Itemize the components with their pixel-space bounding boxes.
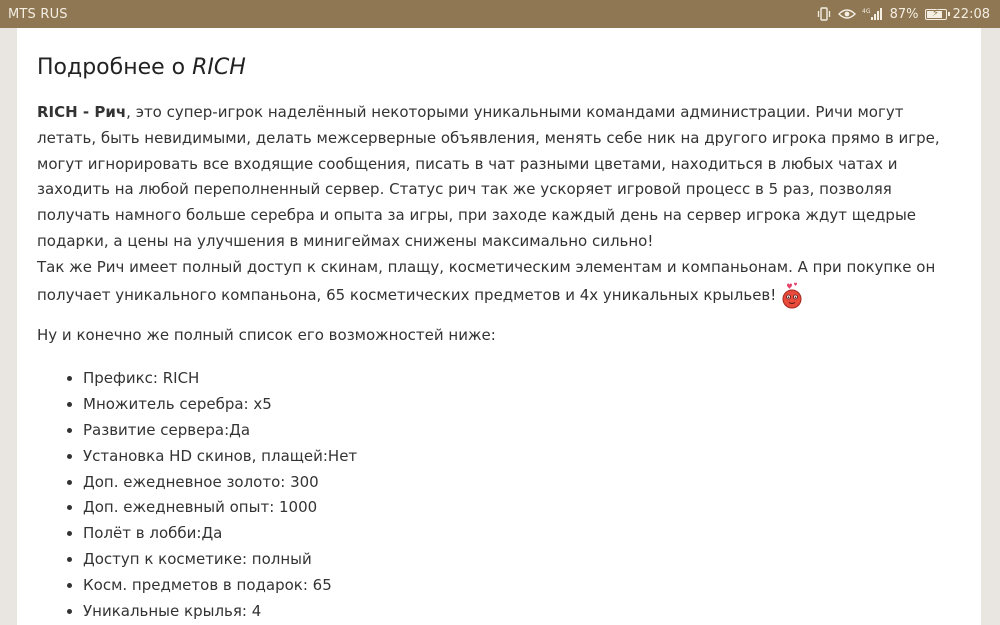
list-item: • Доп. ежедневное золото: 300 (83, 470, 961, 496)
status-bar (0, 0, 1000, 28)
charging-bolt-icon: ⚡ (932, 7, 940, 19)
list-item: • Префикс: RICH (83, 366, 961, 392)
carrier-name: MTS RUS (8, 6, 68, 22)
signal-icon (862, 7, 884, 21)
article-title (37, 52, 961, 84)
second-text: Так же Рич имеет полный доступ к скинам, плащу, косметическим элементам и компаньонам. А при покупке он получает уникального компаньона, 65 косметических предметов и 4х уникальных крыльев! (37, 257, 936, 304)
blushing-emoji-icon (780, 281, 804, 309)
list-item: • Полёт в лобби:Да (83, 521, 961, 547)
features-list (37, 366, 961, 624)
network-type: 4G (861, 8, 871, 15)
status-icons (816, 7, 990, 22)
list-intro: Ну и конечно же полный список его возможностей ниже: (37, 325, 496, 344)
article-card (17, 28, 981, 625)
list-item: • Уникальные крылья: 4 (83, 599, 961, 625)
list-item: • Доп. ежедневный опыт: 1000 (83, 495, 961, 521)
intro-paragraph (37, 100, 961, 309)
list-item: • Развитие сервера:Да (83, 418, 961, 444)
list-item: • Косм. предметов в подарок: 65 (83, 573, 961, 599)
list-item: • Доступ к косметике: полный (83, 547, 961, 573)
list-item: • Множитель серебра: x5 (83, 392, 961, 418)
title-prefix: Подробнее о (37, 55, 193, 80)
eye-icon (838, 8, 856, 20)
battery-percent: 87% (889, 6, 919, 22)
clock: 22:08 (952, 6, 990, 22)
title-brand: RICH (192, 55, 246, 80)
list-item: • Установка HD скинов, плащей:Нет (83, 444, 961, 470)
intro-text: , это супер-игрок наделённый некоторыми уникальными командами администрации. Ричи могут летать, быть невидимыми, делать межсерверные объявления, менять себе ник на другого игрока прямо в игре, могут игнорировать все входящие сообщения, писать в чат разными цветами, находиться в любых чатах и заходить на любой переполненный сервер. Статус рич так же ускоряет игровой процесс в 5 раз, позволяя получать намного больше серебра и опыта за игры, при заходе каждый день на сервер игрока ждут щедрые подарки, а цены на улучшения в минигеймах снижены максимально сильно! (37, 103, 940, 250)
intro-bold: RICH - Рич (37, 103, 127, 121)
battery-icon (925, 9, 947, 20)
vibrate-icon (816, 7, 832, 21)
